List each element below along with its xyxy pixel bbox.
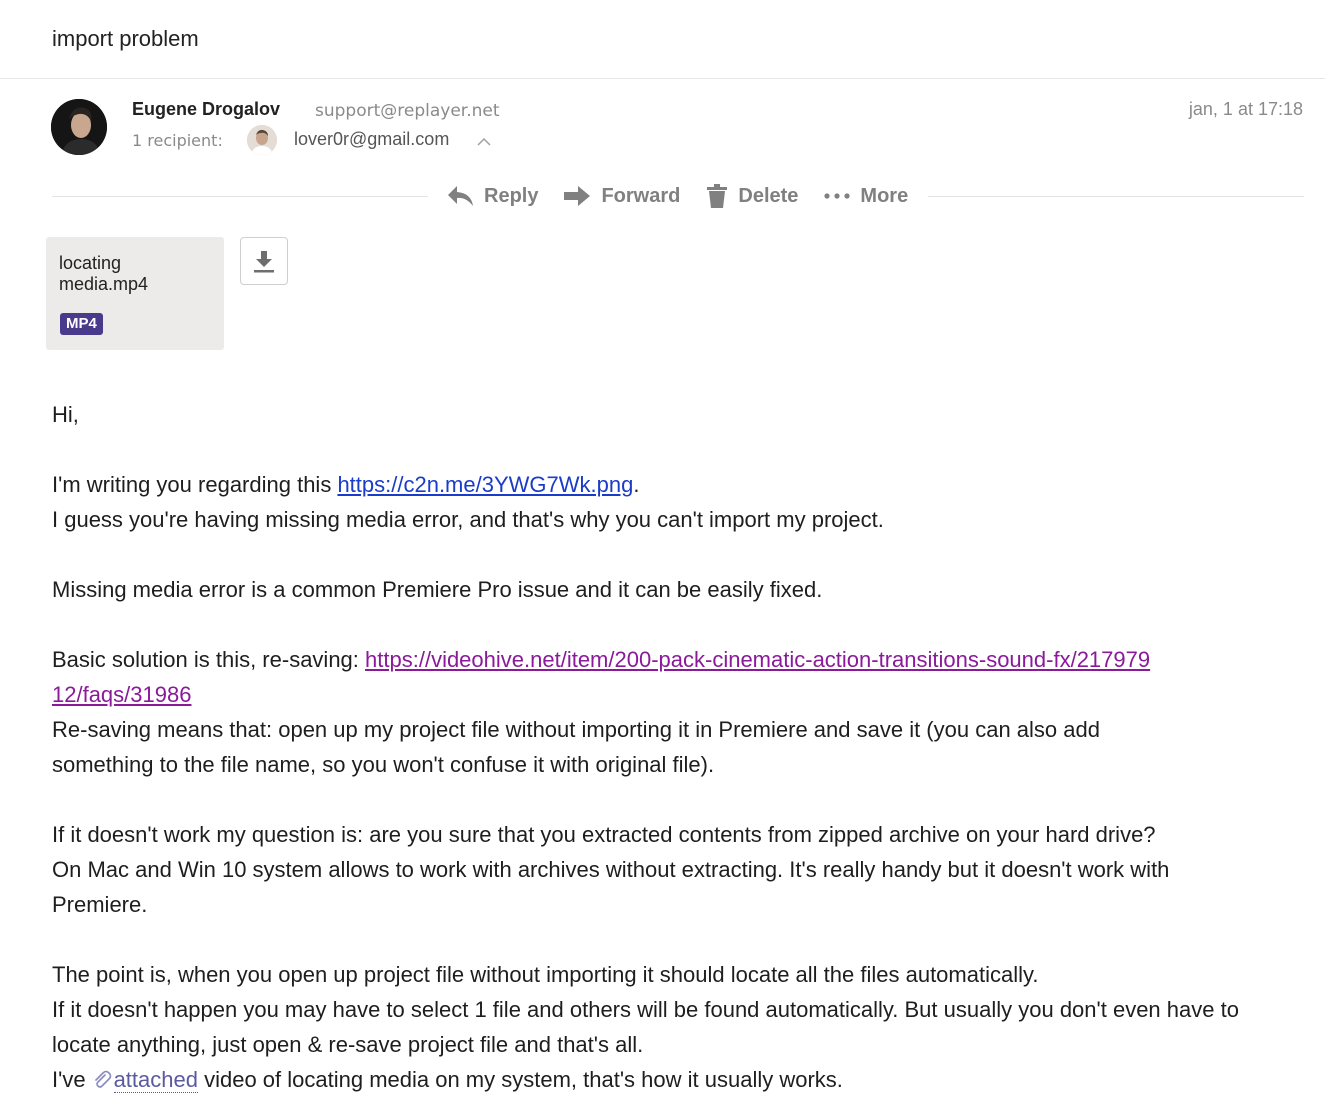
download-button[interactable]	[240, 237, 288, 285]
body-paragraph: I'm writing you regarding this https://c2n.me/3YWG7Wk.png.	[52, 472, 640, 497]
message-toolbar	[446, 180, 908, 212]
email-subject: import problem	[52, 26, 199, 51]
forward-arrow-icon	[564, 185, 591, 207]
recipient-email[interactable]: lover0r@gmail.com	[294, 129, 450, 149]
body-paragraph: I've attached video of locating media on my system, that's how it usually works.	[52, 1067, 843, 1092]
toolbar-divider-right	[928, 196, 1304, 197]
email-date: jan, 1 at 17:18	[1188, 99, 1303, 119]
message-body	[52, 397, 1292, 1097]
sender-email[interactable]: support@replayer.net	[315, 101, 500, 121]
attached-video-link[interactable]: attached	[113, 1067, 198, 1092]
body-paragraph: The point is, when you open up project file without importing it should locate all the files automatically.	[52, 962, 1039, 987]
reply-button[interactable]	[446, 184, 538, 208]
recipient-avatar	[247, 125, 277, 155]
reply-label: Reply	[484, 184, 539, 207]
body-paragraph: Re-saving means that: open up my project file without importing it in Premiere and save it (you can also add something to the file name, so you won't confuse it with original file).	[52, 717, 1100, 777]
forward-label: Forward	[601, 184, 681, 207]
more-button[interactable]	[824, 185, 908, 208]
body-paragraph: If it doesn't work my question is: are you sure that you extracted contents from zipped archive on your hard drive?	[52, 822, 1156, 847]
more-label: More	[860, 184, 909, 207]
body-paragraph: On Mac and Win 10 system allows to work with archives without extracting. It's really handy but it doesn't work with Premiere.	[52, 857, 1170, 917]
body-paragraph: I guess you're having missing media error, and that's why you can't import my project.	[52, 507, 884, 532]
subject-bar	[0, 0, 1325, 79]
download-icon	[253, 249, 275, 273]
videohive-faq-link[interactable]: https://videohive.net/item/200-pack-cinematic-action-transitions-sound-fx/21797912/faqs/31986	[52, 647, 1151, 707]
delete-label: Delete	[738, 184, 799, 207]
delete-button[interactable]	[706, 183, 798, 209]
sender-name[interactable]: Eugene Drogalov	[132, 99, 281, 119]
body-paragraph: Basic solution is this, re-saving: https://videohive.net/item/200-pack-cinematic-action-transitions-sound-fx/21797912/faqs/31986	[52, 647, 1151, 707]
sender-avatar[interactable]	[51, 99, 107, 155]
forward-button[interactable]	[564, 185, 680, 208]
body-paragraph: Missing media error is a common Premiere Pro issue and it can be easily fixed.	[52, 577, 823, 602]
toolbar-divider-left	[52, 196, 428, 197]
recipient-count-label: 1 recipient:	[132, 131, 223, 150]
attachment-card[interactable]	[46, 237, 224, 350]
body-paragraph: If it doesn't happen you may have to select 1 file and others will be found automatically. But usually you don't even have to locate anything, just open & re-save project file and that's all.	[52, 997, 1239, 1057]
more-dots-icon	[824, 192, 850, 200]
chevron-up-icon[interactable]	[476, 134, 492, 146]
greeting: Hi,	[52, 402, 79, 427]
attachment-filename: locating media.mp4	[59, 253, 149, 294]
file-type-badge: MP4	[60, 313, 103, 335]
screenshot-link[interactable]: https://c2n.me/3YWG7Wk.png	[337, 472, 634, 497]
paperclip-icon	[92, 1070, 112, 1090]
reply-icon	[446, 184, 474, 208]
trash-icon	[706, 183, 728, 209]
